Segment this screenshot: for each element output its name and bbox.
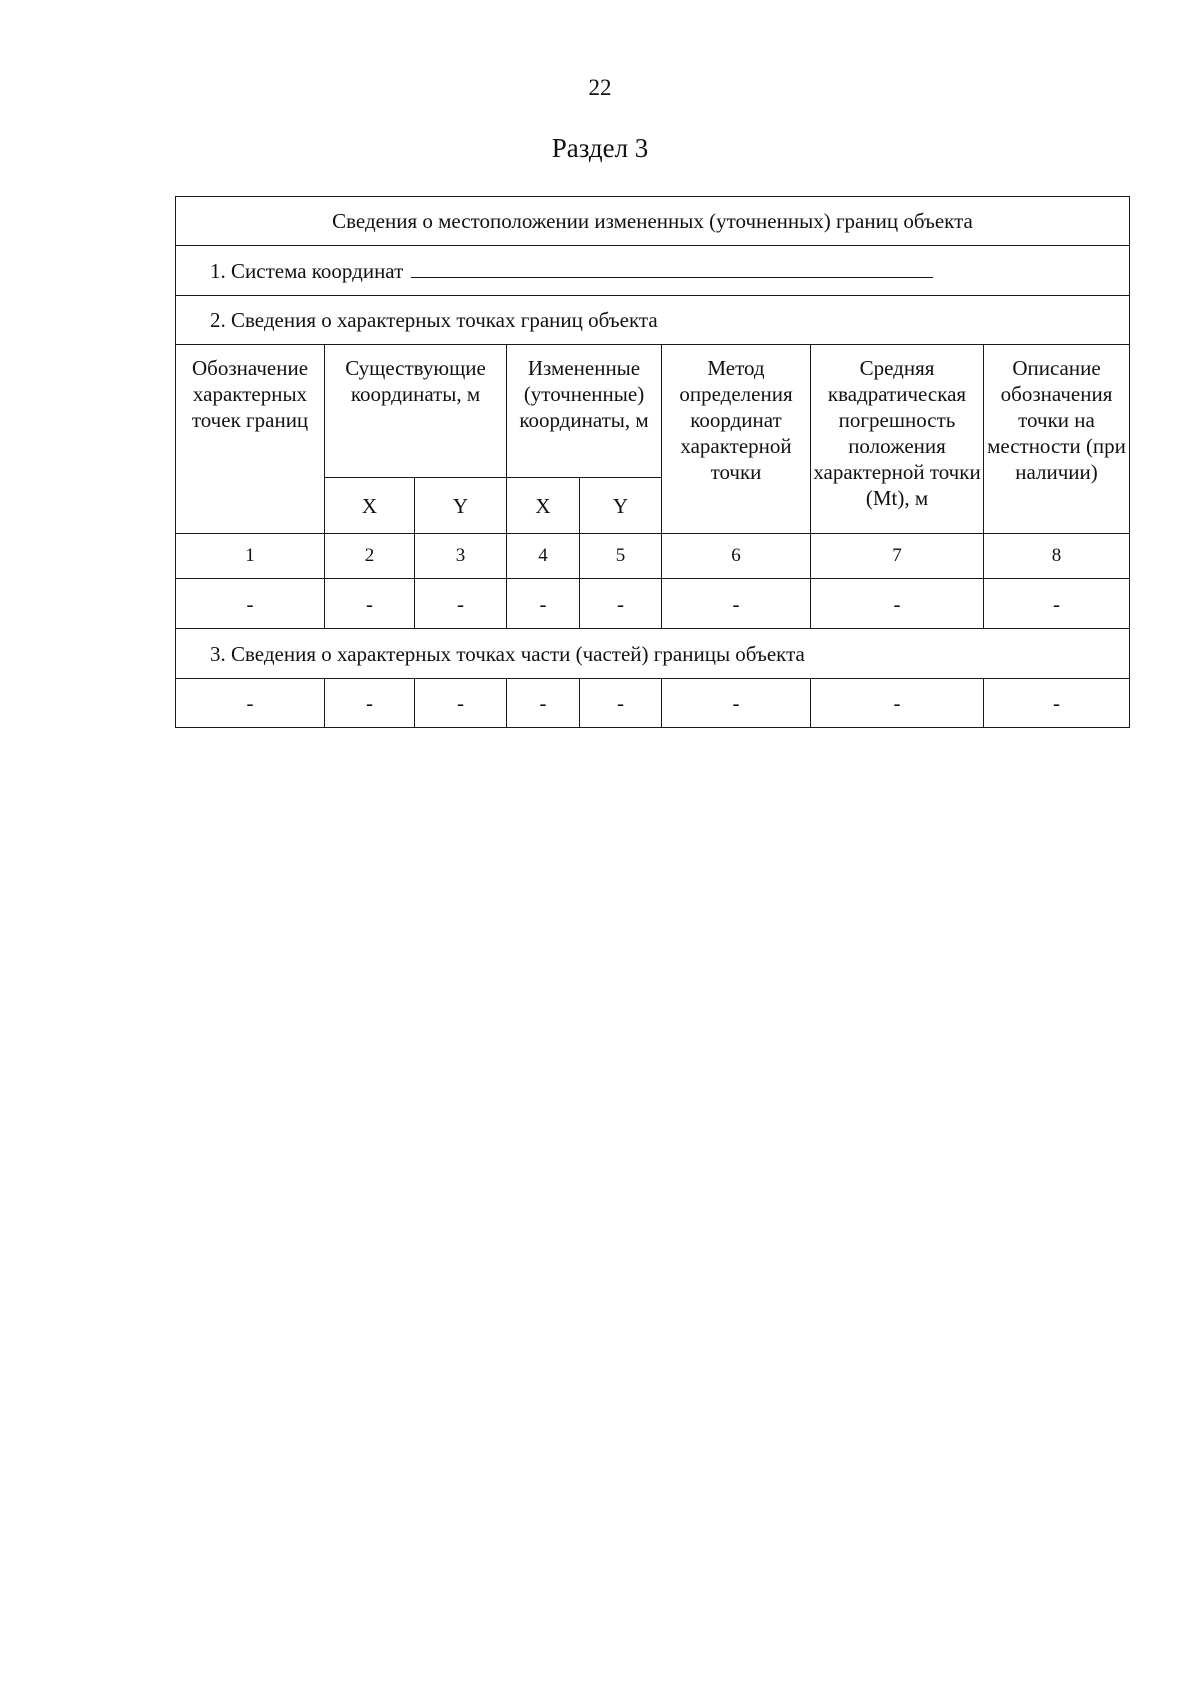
table-cell: - [662,579,811,629]
section-title: Раздел 3 [551,133,649,163]
header-mean-square-error: Средняя квадратическая погрешность положения характерной точки (Mt), м [811,345,984,534]
table-cell: - [580,579,662,629]
table-cell: - [507,679,580,728]
column-number: 4 [507,534,580,579]
table-row [176,679,1130,728]
boundary-points-table [175,196,1130,728]
header-point-designation: Обозначение характерных точек границ [176,345,325,534]
table-row [176,579,1130,629]
coordinate-system-row [176,246,1130,296]
header-existing-y: Y [415,478,507,534]
table-cell: - [811,579,984,629]
column-number: 5 [580,534,662,579]
header-changed-coordinates: Измененные (уточненные) координаты, м [507,345,662,478]
table-cell: - [176,579,325,629]
boundary-points-heading: 2. Сведения о характерных точках границ объекта [176,296,1130,345]
column-number: 3 [415,534,507,579]
coordinate-system-blank [411,257,933,278]
header-changed-x: X [507,478,580,534]
page-number: 22 [588,75,612,100]
header-point-description: Описание обозначения точки на местности (при наличии) [984,345,1130,534]
column-numbers-row [176,534,1130,579]
table-cell: - [325,579,415,629]
table-cell: - [507,579,580,629]
column-number: 7 [811,534,984,579]
table-cell: - [325,679,415,728]
column-number: 1 [176,534,325,579]
table-cell: - [415,579,507,629]
coordinate-system-label: 1. Система координат [210,259,404,283]
column-number: 8 [984,534,1130,579]
header-existing-coordinates: Существующие координаты, м [325,345,507,478]
table-cell: - [811,679,984,728]
partial-boundary-heading: 3. Сведения о характерных точках части (частей) границы объекта [176,629,1130,679]
table-cell: - [984,579,1130,629]
table-cell: - [415,679,507,728]
table-cell: - [984,679,1130,728]
header-method: Метод определения координат характерной точки [662,345,811,534]
table-cell: - [580,679,662,728]
table-cell: - [176,679,325,728]
column-number: 6 [662,534,811,579]
table-cell: - [662,679,811,728]
column-number: 2 [325,534,415,579]
header-changed-y: Y [580,478,662,534]
header-existing-x: X [325,478,415,534]
table-title: Сведения о местоположении измененных (уточненных) границ объекта [176,197,1130,246]
